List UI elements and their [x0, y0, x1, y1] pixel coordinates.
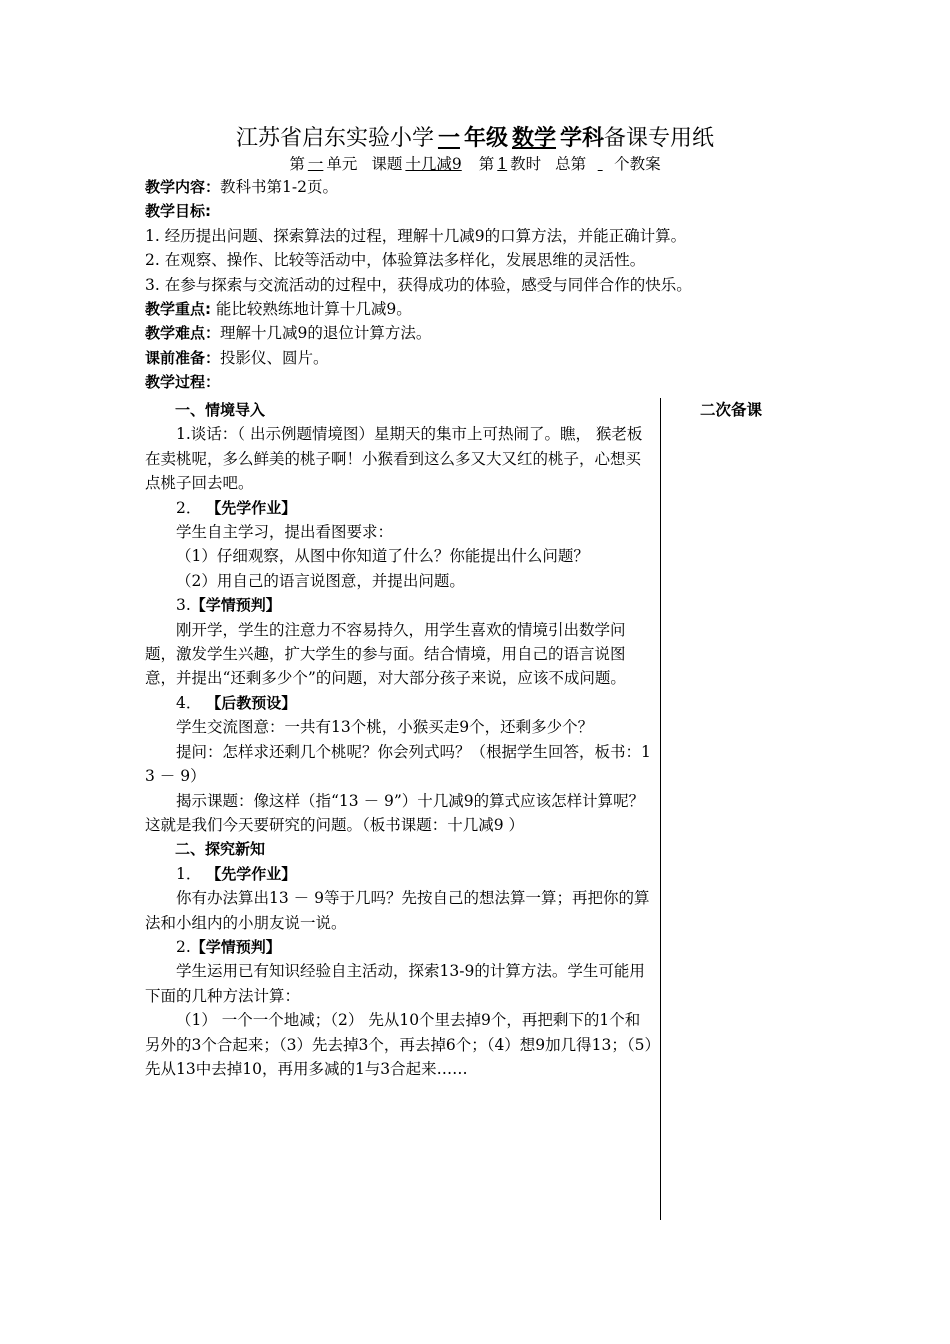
subheading-number: 1．: [176, 864, 207, 883]
topic-value: 十几减9: [405, 155, 462, 173]
grade-suffix: 年级: [463, 125, 508, 151]
goal-item: 3. 在参与探索与交流活动的过程中，获得成功的体验，感受与同伴合作的快乐。: [145, 275, 692, 294]
lesson-header: [145, 175, 825, 395]
key-label: 教学重点:: [145, 300, 211, 319]
teaching-key-point: [145, 297, 825, 321]
goals-label: 教学目标:: [145, 202, 211, 221]
unit-number: 一: [307, 155, 324, 173]
paragraph: 揭示课题：像这样（指“13 － 9”）十几减9的算式应该怎样计算呢？这就是我们今天要研究的问题。（板书课题：十几减9 ）: [145, 791, 645, 834]
subheading-label: 【先学作业】: [206, 864, 297, 883]
column-divider: [660, 398, 661, 1220]
subject-value: 数学: [512, 125, 557, 151]
subheading: [145, 593, 653, 617]
paragraph: 学生自主学习，提出看图要求：: [176, 523, 394, 542]
paragraph: （1）仔细观察，从图中你知道了什么？你能提出什么问题？: [176, 547, 589, 566]
content-label: 教学内容：: [145, 178, 221, 196]
section-heading: 二、探究新知: [175, 840, 266, 859]
paragraph: 刚开学，学生的注意力不容易持久，用学生喜欢的情境引出数学问题，激发学生兴趣，扩大学生的参与面。结合情境，用自己的语言说图意，并提出“还剩多少个”的问题，对大部分孩子来说，应该不成问题。: [145, 620, 626, 688]
paragraph: 学生运用已有知识经验自主活动，探索13-9的计算方法。学生可能用下面的几种方法计算：: [145, 962, 645, 1005]
paragraph: 学生交流图意：一共有13个桃，小猴买走9个，还剩多少个？: [176, 718, 594, 737]
paragraph: 你有办法算出13 － 9等于几吗？先按自己的想法算一算；再把你的算法和小组内的小朋友说一说。: [145, 889, 650, 932]
subheading: [145, 862, 653, 886]
section-heading: 一、情境导入: [175, 401, 266, 419]
process-label: 教学过程：: [145, 373, 221, 392]
teaching-difficulty: [145, 321, 825, 345]
total-prefix: 总第: [555, 155, 587, 173]
subheading: [145, 935, 653, 959]
teaching-content: [145, 175, 825, 199]
difficult-label: 教学难点：: [145, 324, 221, 343]
goal-item: 2. 在观察、操作、比较等活动中，体验算法多样化，发展思维的灵活性。: [145, 251, 646, 270]
unit-prefix: 第: [289, 155, 305, 173]
grade-value: 一: [437, 125, 460, 151]
subheading-number: 2.: [176, 937, 191, 956]
total-number: [586, 153, 614, 175]
subheading-label: 【后教预设】: [206, 693, 297, 712]
lesson-number: 1: [497, 155, 508, 173]
paragraph: （2）用自己的语言说图意，并提出问题。: [176, 571, 465, 590]
subheading-label: 【先学作业】: [206, 498, 297, 517]
goal-item: 1. 经历提出问题、探索算法的过程，理解十几减9的口算方法，并能正确计算。: [145, 226, 687, 245]
paragraph: （1） 一个一个地减；（2） 先从10个里去掉9个，再把剩下的1个和另外的3个合起来；（3）先去掉3个，再去掉6个；（4）想9加几得13；（5）先从13中去掉10，再用多减的1与3合起来……: [145, 1011, 653, 1078]
subheading-number: 4．: [176, 693, 207, 712]
lesson-prefix: 第: [478, 155, 495, 173]
second-preparation-heading: 二次备课: [700, 401, 763, 419]
subject-suffix: 学科: [560, 125, 605, 151]
difficult-value: 理解十几减9的退位计算方法。: [220, 324, 432, 343]
title-rest: 备课专用纸: [604, 126, 715, 151]
subheading: [145, 691, 653, 715]
teaching-process-body: [145, 398, 653, 1081]
content-value: 教科书第1-2页。: [220, 178, 338, 196]
total-suffix: 个教案: [614, 155, 661, 173]
lesson-suffix: 教时: [510, 155, 542, 173]
subheading-label: 【学情预判】: [190, 937, 281, 956]
unit-suffix: 单元: [326, 155, 358, 173]
teaching-goals-heading: [145, 199, 825, 223]
school-name: 江苏省启东实验小学: [235, 126, 434, 151]
class-preparation: [145, 346, 825, 370]
subheading: [145, 496, 653, 520]
subheading-number: 3.: [176, 596, 191, 615]
teaching-process-heading: [145, 370, 825, 394]
paragraph: 1.谈话：（ 出示例题情境图）星期天的集市上可热闹了。瞧， 猴老板在卖桃呢，多么鲜美的桃子啊！小猴看到这么多又大又红的桃子，心想买点桃子回去吧。: [145, 425, 643, 493]
lesson-info-line: [0, 153, 950, 175]
topic-label: 课题: [371, 155, 403, 173]
subheading-label: 【学情预判】: [190, 596, 281, 615]
subheading-number: 2．: [176, 498, 207, 517]
paragraph: 提问：怎样求还剩几个桃呢？你会列式吗？（根据学生回答，板书：13 － 9）: [145, 742, 651, 786]
page-title: [0, 122, 950, 155]
key-value: 能比较熟练地计算十几减9。: [211, 300, 412, 319]
prep-value: 投影仪、圆片。: [220, 348, 329, 367]
prep-label: 课前准备：: [145, 348, 221, 367]
